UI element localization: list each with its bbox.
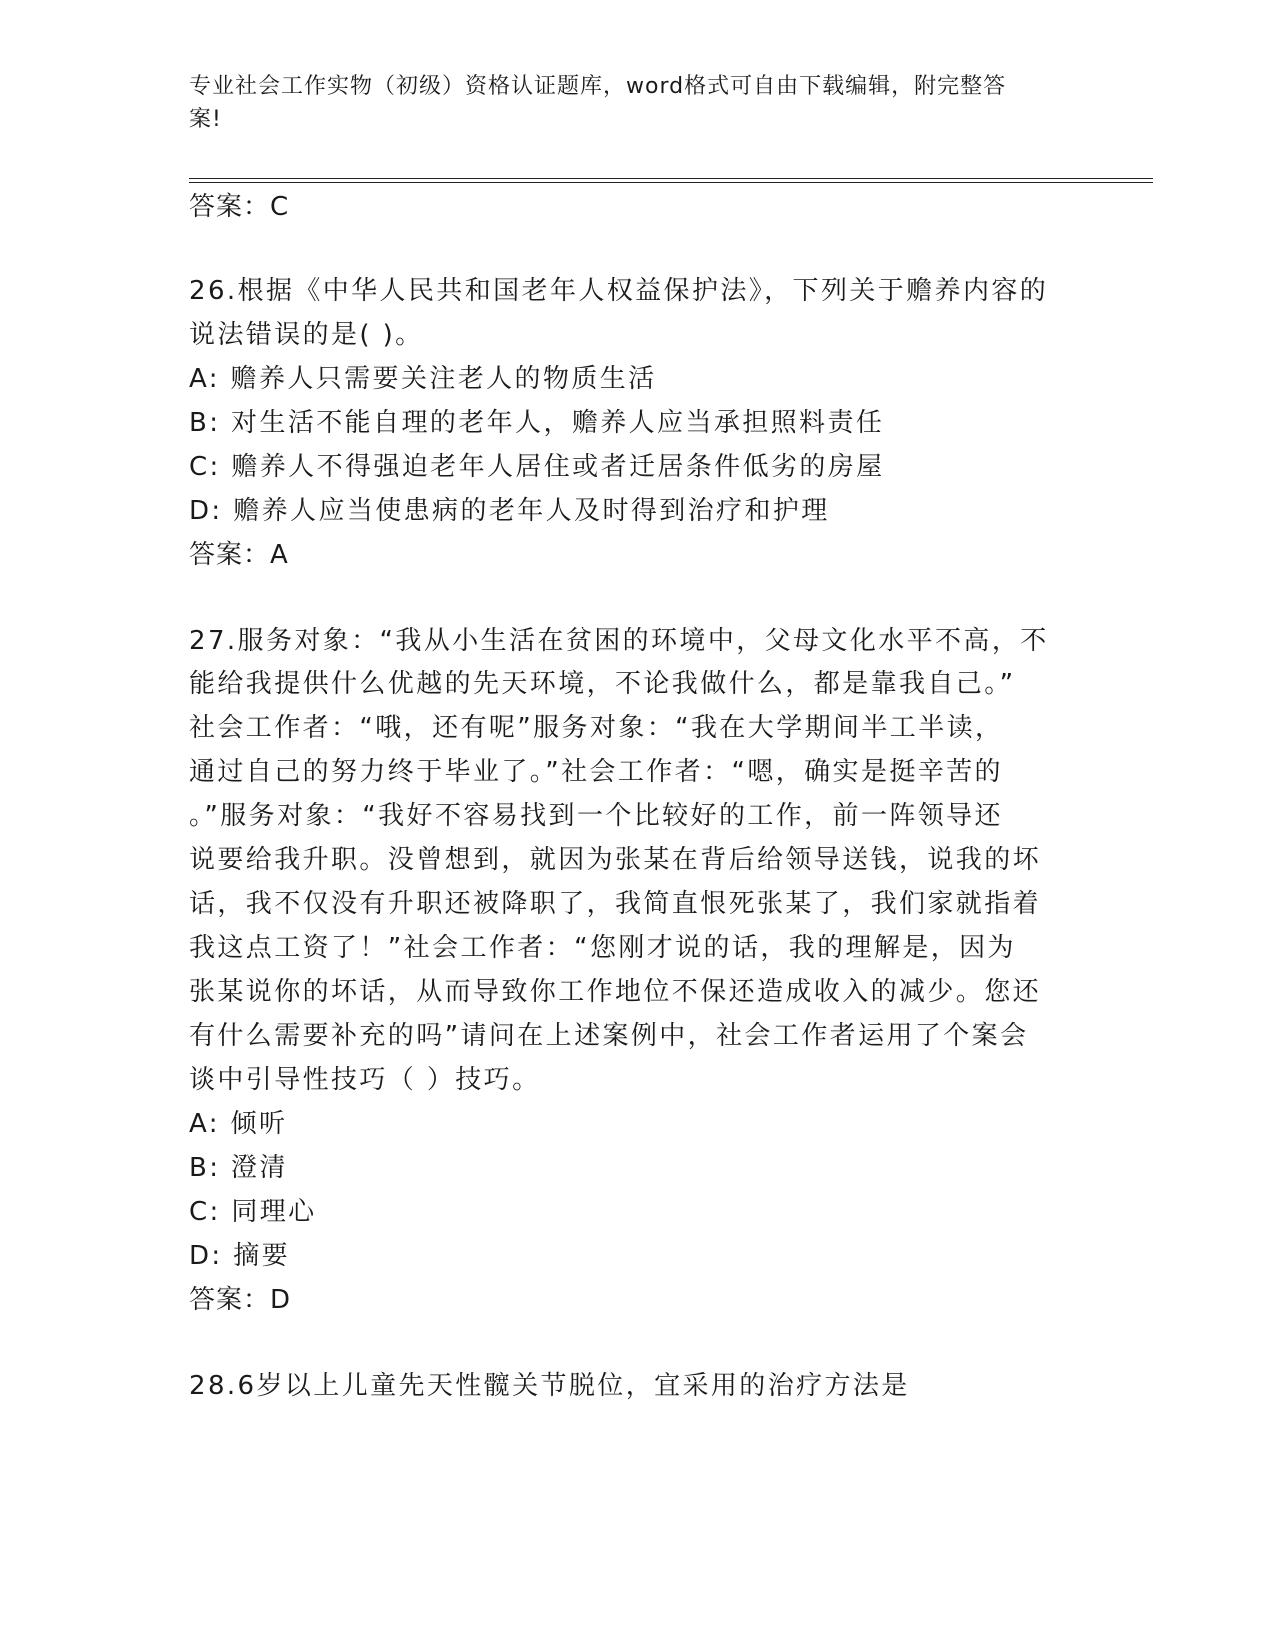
q27-option-c: C: 同理心 [189,1197,317,1227]
q27-stem-line-1: 27.服务对象：“我从小生活在贫困的环境中，父母文化水平不高，不 [189,626,1049,656]
q27-stem-line-10: 有什么需要补充的吗”请问在上述案例中，社会工作者运用了个案会 [189,1021,1029,1051]
q27-stem-line-6: 说要给我升职。没曾想到，就因为张某在背后给领导送钱，说我的坏 [189,845,1042,875]
header-divider-bottom [189,182,1153,183]
q26-option-d: D: 赡养人应当使患病的老年人及时得到治疗和护理 [189,496,830,526]
q27-option-d: D: 摘要 [189,1241,291,1271]
q27-stem-line-9: 张某说你的坏话，从而导致你工作地位不保还造成收入的减少。您还 [189,977,1042,1007]
q27-stem-line-7: 话，我不仅没有升职还被降职了，我简直恨死张某了，我们家就指着 [189,889,1042,919]
q28-stem-line-1: 28.6岁以上儿童先天性髋关节脱位，宜采用的治疗方法是 [189,1371,910,1401]
q26-stem-line-2: 说法错误的是( )。 [189,320,424,350]
header-line-2: 案! [189,107,222,132]
q26-answer: 答案：A [189,540,289,570]
q27-stem-line-5: 。”服务对象：“我好不容易找到一个比较好的工作，前一阵领导还 [189,801,1003,831]
answer-25: 答案：C [189,192,290,222]
q27-stem-line-4: 通过自己的努力终于毕业了。”社会工作者：“嗯，确实是挺辛苦的 [189,757,1003,787]
q27-stem-line-2: 能给我提供什么优越的先天环境，不论我做什么，都是靠我自己。” [189,669,1016,699]
q27-stem-line-8: 我这点工资了！”社会工作者：“您刚才说的话，我的理解是，因为 [189,933,1016,963]
header-line-1: 专业社会工作实物（初级）资格认证题库，word格式可自由下载编辑，附完整答 [189,74,1007,99]
q26-option-a: A: 赡养人只需要关注老人的物质生活 [189,364,657,394]
q26-option-b: B: 对生活不能自理的老年人，赡养人应当承担照料责任 [189,408,885,438]
q27-option-a: A: 倾听 [189,1109,288,1139]
q26-stem-line-1: 26.根据《中华人民共和国老年人权益保护法》，下列关于赡养内容的 [189,276,1049,306]
document-header [189,70,1069,136]
q26-option-c: C: 赡养人不得强迫老年人居住或者迁居条件低劣的房屋 [189,452,885,482]
q27-stem-line-11: 谈中引导性技巧（ ）技巧。 [189,1065,541,1095]
q27-option-b: B: 澄清 [189,1153,288,1183]
q27-stem-line-3: 社会工作者：“哦，还有呢”服务对象：“我在大学期间半工半读， [189,713,1004,743]
q27-answer: 答案：D [189,1285,292,1315]
header-divider-top [189,178,1153,179]
